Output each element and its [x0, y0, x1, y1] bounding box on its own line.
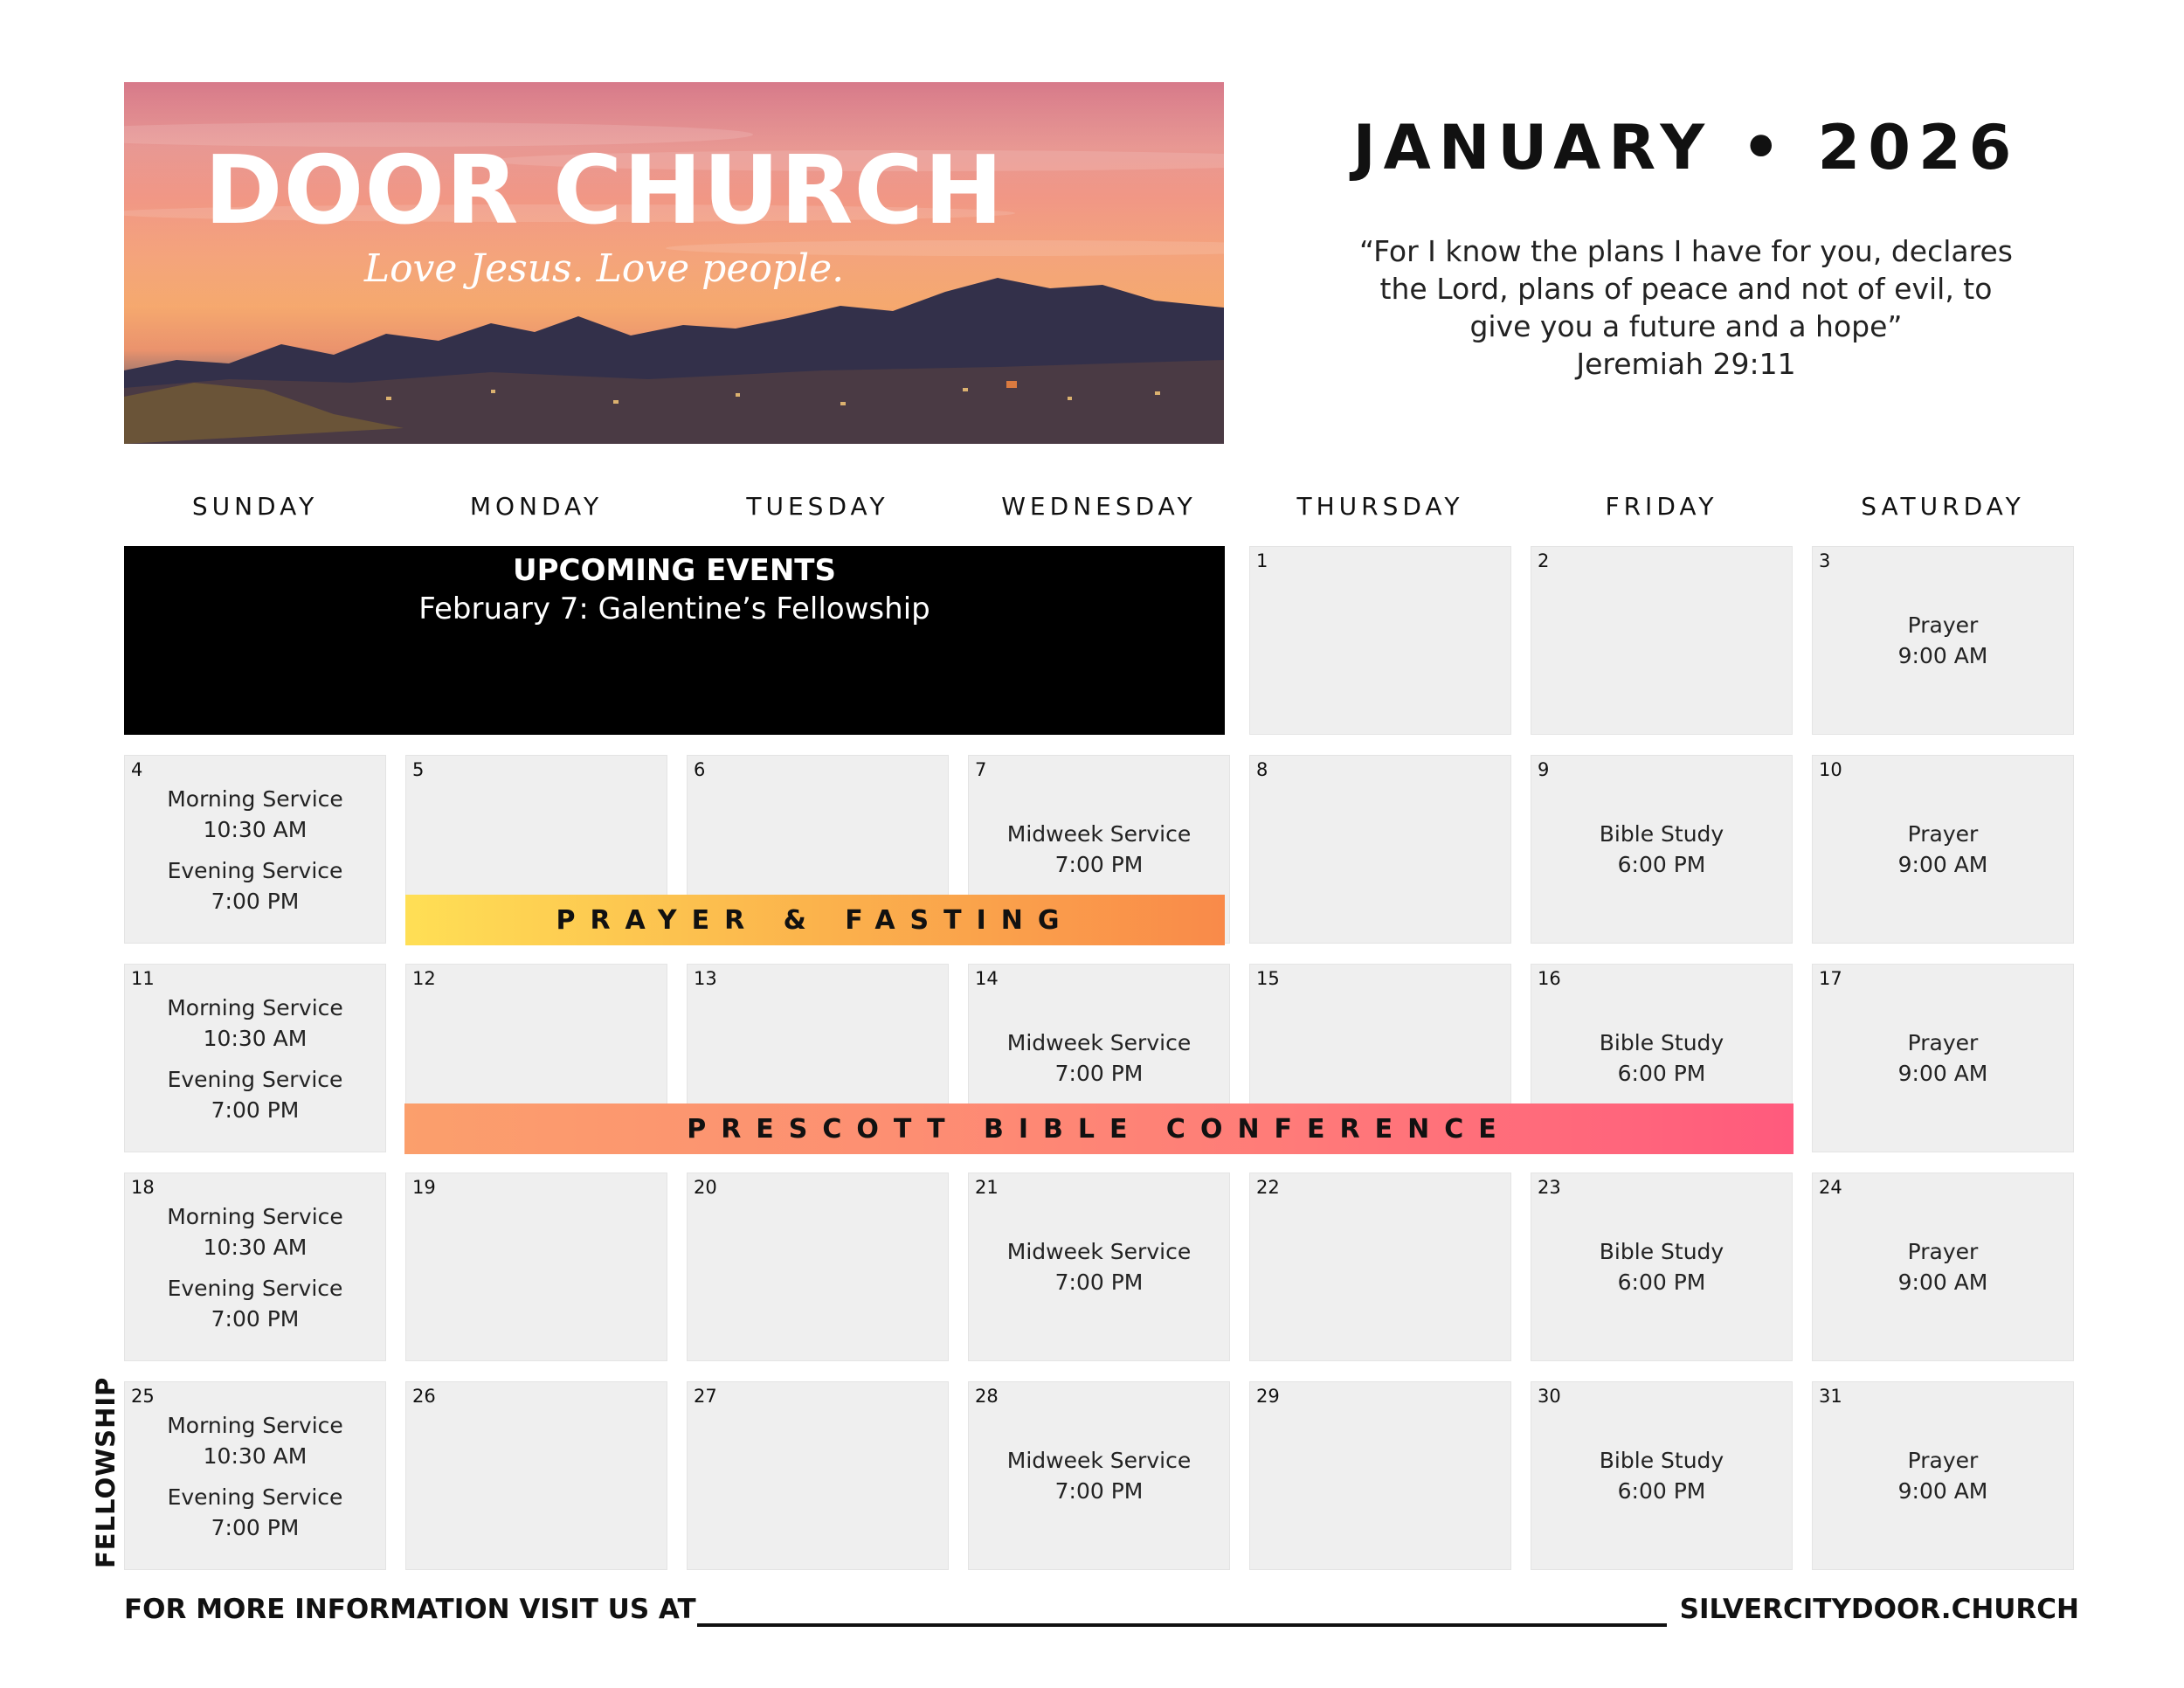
verse-line: the Lord, plans of peace and not of evil, to: [1379, 272, 1993, 306]
weekday-header-saturday: SATURDAY: [1861, 492, 2025, 521]
event-time: 7:00 PM: [1054, 852, 1144, 877]
day-number: 31: [1819, 1386, 1842, 1407]
day-number: 26: [412, 1386, 436, 1407]
day-number: 3: [1819, 550, 1831, 571]
day-number: 22: [1256, 1177, 1280, 1198]
event-time: 7:00 PM: [1054, 1269, 1144, 1295]
day-cell-26: [405, 1381, 667, 1570]
day-number: 28: [975, 1386, 999, 1407]
day-number: 2: [1538, 550, 1550, 571]
weekday-header-friday: FRIDAY: [1605, 492, 1718, 521]
event-title: Morning Service: [167, 786, 343, 812]
month-year-title: JANUARY • 2026: [1352, 112, 2020, 183]
event-time: 9:00 AM: [1897, 1269, 1988, 1295]
fellowship-side-label: FELLOWSHIP: [91, 1376, 121, 1568]
event-title: Prayer: [1907, 821, 1979, 847]
event-time: 6:00 PM: [1617, 1269, 1706, 1295]
event-title: Evening Service: [167, 1067, 343, 1092]
day-cell-9: [1531, 755, 1793, 944]
day-number: 8: [1256, 759, 1268, 780]
event-title: Bible Study: [1599, 1239, 1724, 1264]
event-title: Prayer: [1907, 612, 1979, 638]
day-number: 25: [131, 1386, 155, 1407]
weekday-header-wednesday: WEDNESDAY: [1001, 492, 1197, 521]
day-cell-17: [1812, 964, 2074, 1152]
event-title: Bible Study: [1599, 1448, 1724, 1473]
event-time: 7:00 PM: [211, 889, 300, 914]
day-cell-22: [1249, 1173, 1511, 1361]
day-cell-24: [1812, 1173, 2074, 1361]
scripture-verse: [1302, 232, 2070, 383]
event-title: Evening Service: [167, 858, 343, 883]
footer-divider-line: [697, 1623, 1667, 1627]
event-time: 7:00 PM: [1054, 1478, 1144, 1504]
event-time: 6:00 PM: [1617, 1478, 1706, 1504]
event-time: 6:00 PM: [1617, 852, 1706, 877]
event-title: Morning Service: [167, 1204, 343, 1229]
footer-website-link[interactable]: SILVERCITYDOOR.CHURCH: [1679, 1594, 2079, 1625]
day-number: 14: [975, 968, 999, 989]
verse-line: give you a future and a hope”: [1469, 309, 1903, 343]
church-tagline: Love Jesus. Love people.: [363, 246, 845, 291]
day-cell-4: [124, 755, 386, 944]
day-number: 29: [1256, 1386, 1280, 1407]
event-title: Midweek Service: [1006, 1448, 1192, 1473]
day-cell-29: [1249, 1381, 1511, 1570]
day-number: 9: [1538, 759, 1550, 780]
day-number: 11: [131, 968, 155, 989]
day-number: 17: [1819, 968, 1842, 989]
day-number: 20: [694, 1177, 717, 1198]
day-number: 21: [975, 1177, 999, 1198]
event-time: 7:00 PM: [211, 1515, 300, 1540]
day-number: 13: [694, 968, 717, 989]
event-title: Evening Service: [167, 1484, 343, 1510]
day-number: 4: [131, 759, 143, 780]
day-number: 12: [412, 968, 436, 989]
day-cell-2: [1531, 546, 1793, 735]
weekday-header-sunday: SUNDAY: [191, 492, 319, 521]
church-name: DOOR CHURCH: [204, 136, 1005, 246]
day-number: 19: [412, 1177, 436, 1198]
day-cell-21: [968, 1173, 1230, 1361]
upcoming-events-panel: [124, 546, 1225, 735]
weekday-header-monday: MONDAY: [469, 492, 604, 521]
day-number: 27: [694, 1386, 717, 1407]
day-number: 18: [131, 1177, 155, 1198]
event-time: 9:00 AM: [1897, 1478, 1988, 1504]
day-number: 15: [1256, 968, 1280, 989]
event-title: Evening Service: [167, 1276, 343, 1301]
event-time: 9:00 AM: [1897, 852, 1988, 877]
footer-info-prompt: FOR MORE INFORMATION VISIT US AT: [124, 1594, 696, 1625]
day-cell-3: [1812, 546, 2074, 735]
weekday-header-thursday: THURSDAY: [1296, 492, 1464, 521]
prayer-fasting-banner: PRAYER & FASTING: [405, 895, 1225, 945]
day-cell-27: [687, 1381, 949, 1570]
day-cell-25: [124, 1381, 386, 1570]
day-cell-23: [1531, 1173, 1793, 1361]
day-cell-20: [687, 1173, 949, 1361]
day-cell-19: [405, 1173, 667, 1361]
event-title: Morning Service: [167, 995, 343, 1020]
header-banner-image: [124, 82, 1224, 444]
day-number: 7: [975, 759, 987, 780]
day-cell-30: [1531, 1381, 1793, 1570]
day-cell-28: [968, 1381, 1230, 1570]
day-cell-18: [124, 1173, 386, 1361]
day-cell-8: [1249, 755, 1511, 944]
event-title: Prayer: [1907, 1448, 1979, 1473]
event-title: Bible Study: [1599, 1030, 1724, 1055]
event-time: 7:00 PM: [211, 1306, 300, 1332]
day-cell-11: [124, 964, 386, 1152]
event-time: 7:00 PM: [1054, 1061, 1144, 1086]
day-number: 24: [1819, 1177, 1842, 1198]
event-time: 10:30 AM: [203, 1235, 308, 1260]
event-title: Midweek Service: [1006, 1239, 1192, 1264]
event-time: 6:00 PM: [1617, 1061, 1706, 1086]
day-cell-1: [1249, 546, 1511, 735]
event-time: 9:00 AM: [1897, 1061, 1988, 1086]
event-title: Midweek Service: [1006, 821, 1192, 847]
day-cell-31: [1812, 1381, 2074, 1570]
event-title: Prayer: [1907, 1030, 1979, 1055]
event-time: 10:30 AM: [203, 1443, 308, 1469]
bible-conference-banner: PRESCOTT BIBLE CONFERENCE: [404, 1103, 1794, 1154]
day-number: 30: [1538, 1386, 1561, 1407]
event-title: Midweek Service: [1006, 1030, 1192, 1055]
day-number: 10: [1819, 759, 1842, 780]
event-time: 10:30 AM: [203, 817, 308, 842]
event-title: Morning Service: [167, 1413, 343, 1438]
event-time: 10:30 AM: [203, 1026, 308, 1051]
day-number: 1: [1256, 550, 1268, 571]
day-number: 16: [1538, 968, 1561, 989]
verse-line: “For I know the plans I have for you, declares: [1359, 234, 2013, 268]
event-title: Prayer: [1907, 1239, 1979, 1264]
event-title: Bible Study: [1599, 821, 1724, 847]
event-time: 7:00 PM: [211, 1097, 300, 1123]
upcoming-event-item: February 7: Galentine’s Fellowship: [418, 591, 930, 626]
day-number: 5: [412, 759, 425, 780]
upcoming-events-title: UPCOMING EVENTS: [513, 553, 836, 588]
event-time: 9:00 AM: [1897, 643, 1988, 668]
day-number: 23: [1538, 1177, 1561, 1198]
day-number: 6: [694, 759, 706, 780]
weekday-header-tuesday: TUESDAY: [746, 492, 889, 521]
verse-reference: Jeremiah 29:11: [1576, 347, 1796, 381]
day-cell-10: [1812, 755, 2074, 944]
